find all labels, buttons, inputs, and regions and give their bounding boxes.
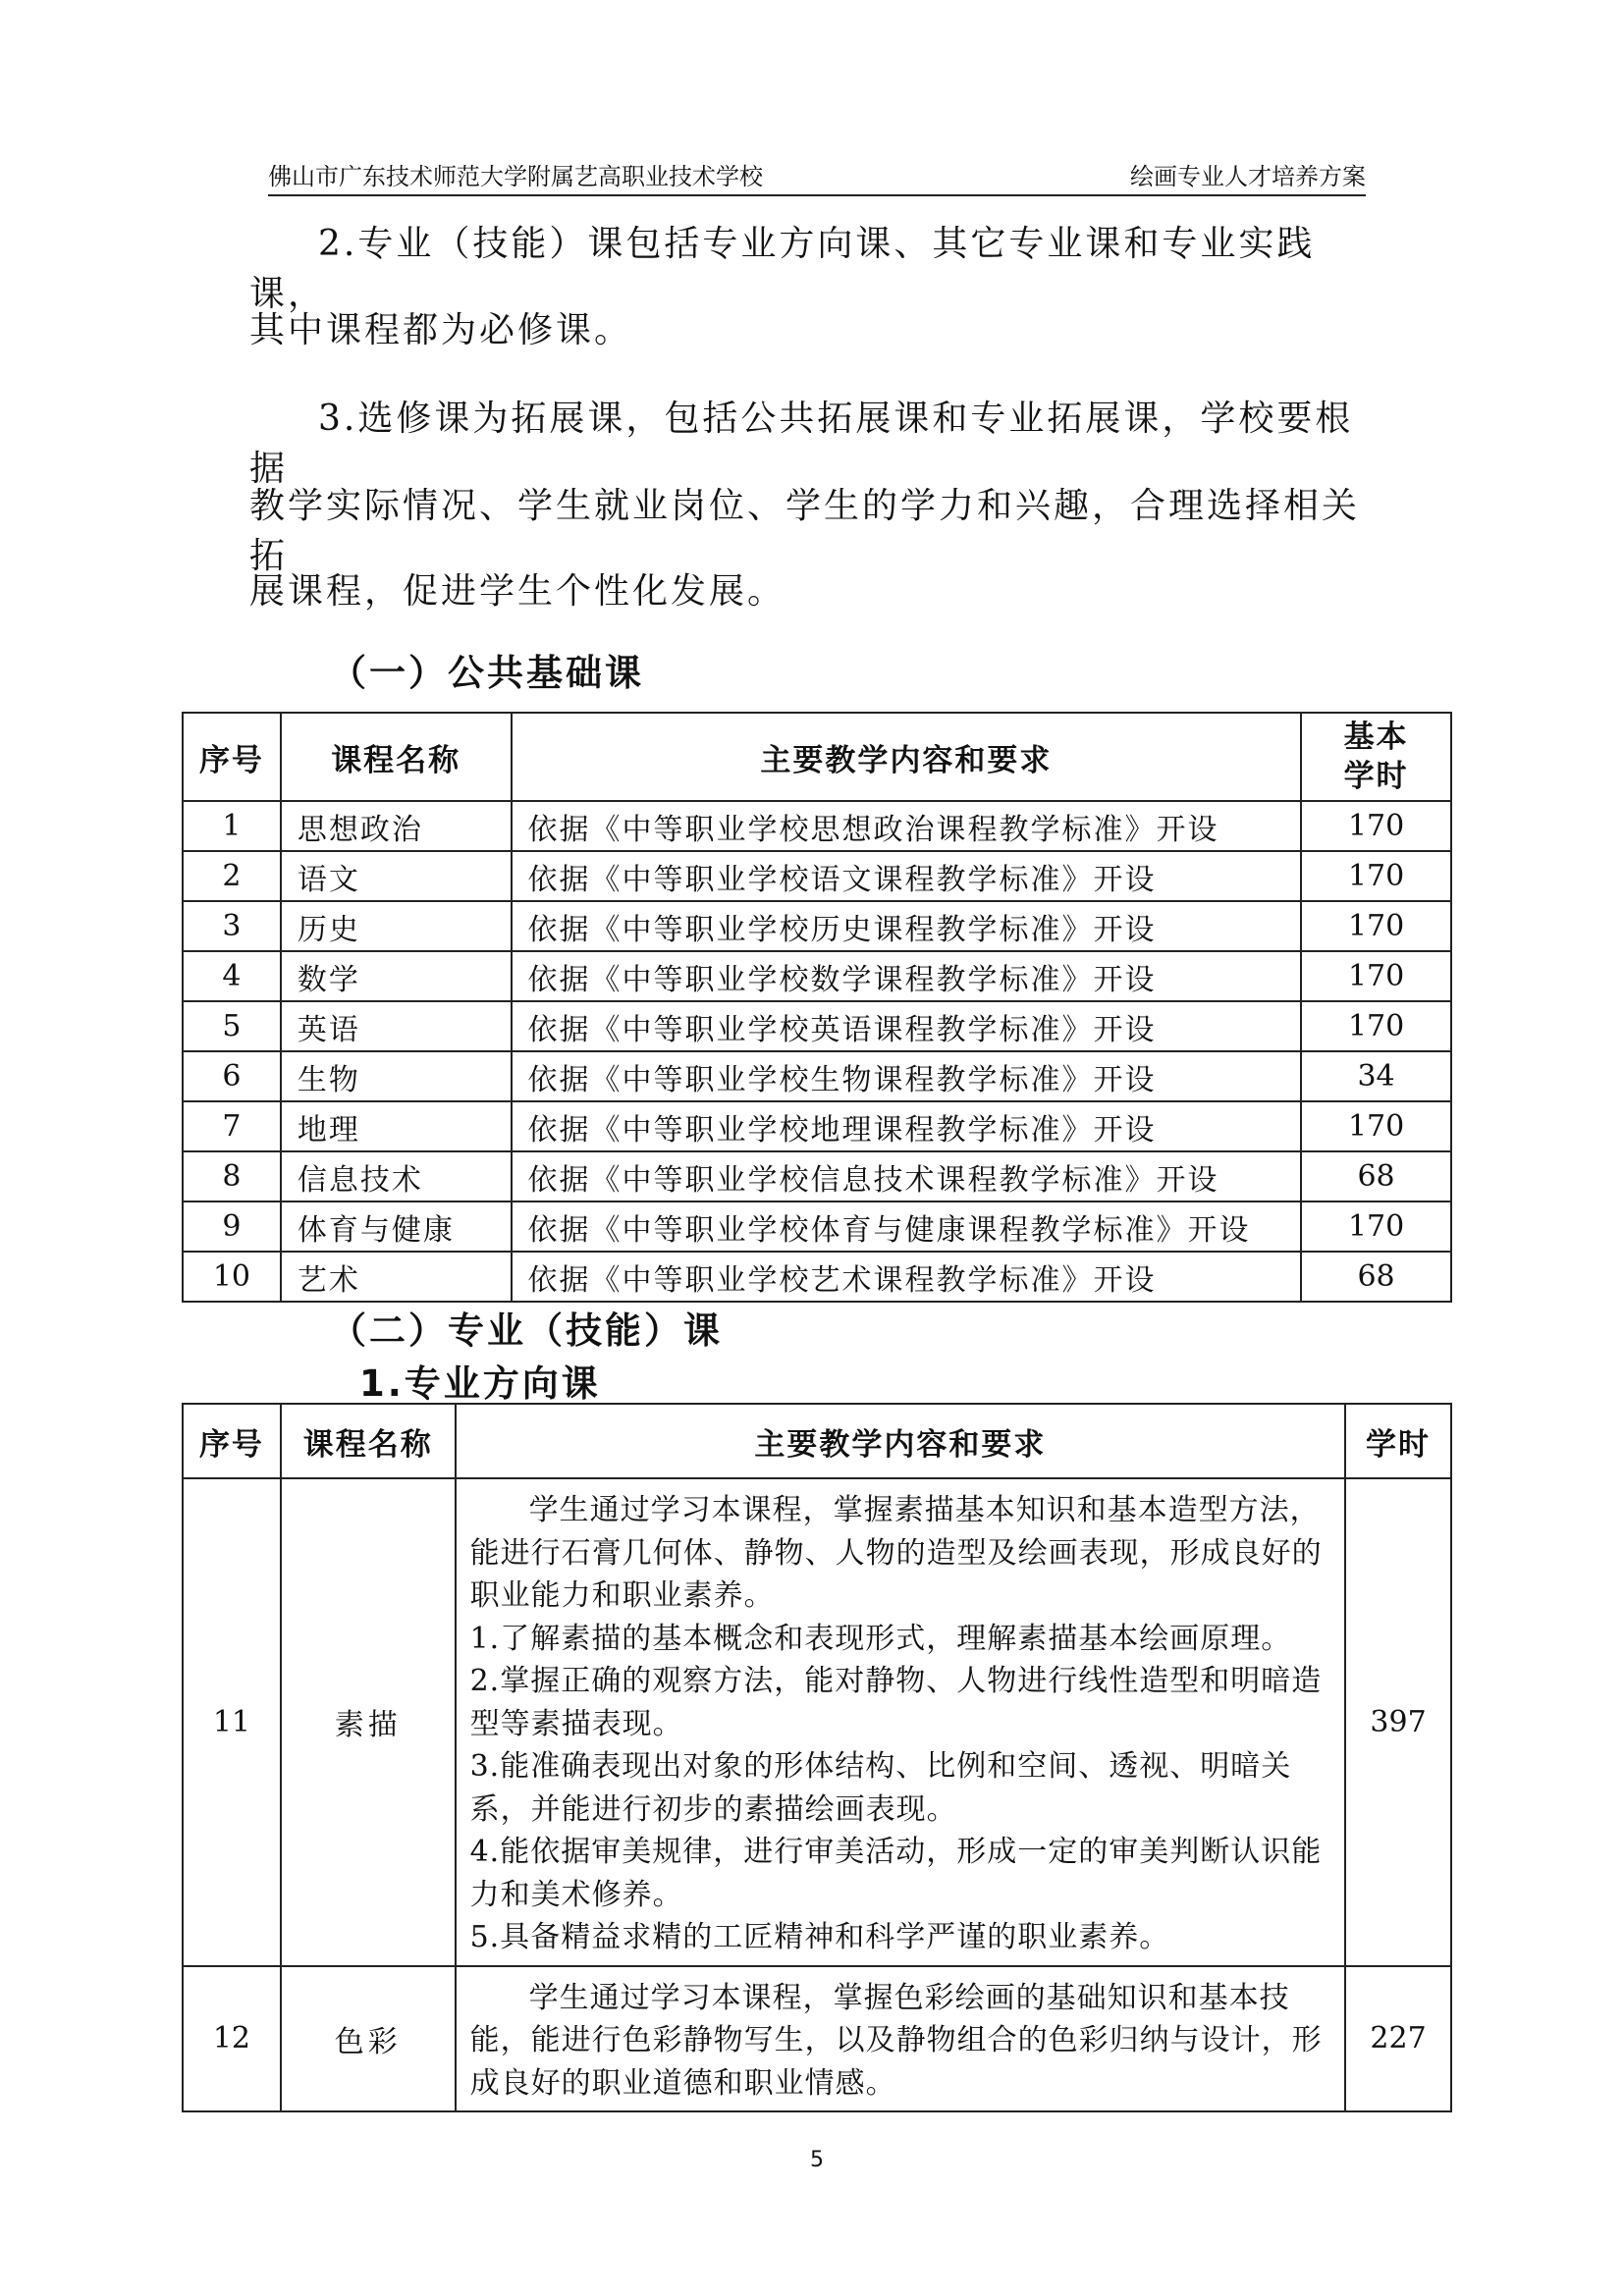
row-content: 依据《中等职业学校生物课程教学标准》开设 [512,1051,1302,1101]
row-content: 依据《中等职业学校语文课程教学标准》开设 [512,851,1302,901]
row-content: 依据《中等职业学校历史课程教学标准》开设 [512,901,1302,951]
page-number: 5 [810,2148,824,2172]
row-hours: 170 [1301,1001,1451,1051]
row-content [456,1478,1345,1966]
row-no: 12 [183,1966,281,2112]
table-row [183,1201,1451,1252]
content-item: 2.掌握正确的观察方法，能对静物、人物进行线性造型和明暗造型等素描表现。 [469,1664,1323,1741]
row-hours: 170 [1301,901,1451,951]
row-content [456,1966,1345,2112]
paragraph-line: 2.专业（技能）课包括专业方向课、其它专业课和专业实践课， [249,224,1316,314]
row-hours: 227 [1345,1966,1451,2112]
table-row [183,1151,1451,1201]
row-no: 7 [183,1101,281,1151]
row-no: 4 [183,951,281,1001]
table-row [183,901,1451,951]
table-row [183,851,1451,901]
row-name: 艺术 [281,1252,512,1302]
row-hours: 170 [1301,951,1451,1001]
row-hours: 170 [1301,851,1451,901]
row-name: 语文 [281,851,512,901]
header-hours-line2: 学时 [1343,759,1409,794]
page-header [268,163,1366,196]
table-row [183,951,1451,1001]
header-no: 序号 [183,1404,281,1478]
table-row [183,1966,1451,2112]
table-row [183,1051,1451,1101]
public-courses-table [182,712,1452,1303]
row-content: 依据《中等职业学校体育与健康课程教学标准》开设 [512,1201,1302,1252]
paragraph-line: 3.选修课为拓展课，包括公共拓展课和专业拓展课，学校要根据 [249,399,1354,489]
header-hours-line1: 基本 [1343,720,1409,755]
row-name: 思想政治 [281,801,512,851]
header-hours [1301,713,1451,801]
row-no: 10 [183,1252,281,1302]
row-name: 历史 [281,901,512,951]
row-no: 3 [183,901,281,951]
content-item: 1.了解素描的基本概念和表现形式，理解素描基本绘画原理。 [469,1621,1292,1656]
row-content: 依据《中等职业学校数学课程教学标准》开设 [512,951,1302,1001]
paragraph-line: 教学实际情况、学生就业岗位、学生的学力和兴趣，合理选择相关拓 [249,486,1361,576]
row-name: 英语 [281,1001,512,1051]
header-content: 主要教学内容和要求 [512,713,1302,801]
table-row [183,1001,1451,1051]
row-hours: 170 [1301,801,1451,851]
paragraph-line: 其中课程都为必修课。 [249,310,633,350]
row-no: 9 [183,1201,281,1252]
content-paragraph: 学生通过学习本课程，掌握色彩绘画的基础知识和基本技能，能进行色彩静物写生，以及静物组合的色彩归纳与设计，形成良好的职业道德和职业情感。 [469,1980,1323,2101]
paragraph-line: 展课程，促进学生个性化发展。 [249,571,786,612]
row-name: 色彩 [281,1966,456,2112]
header-document-title: 绘画专业人才培养方案 [1130,163,1366,190]
row-name: 体育与健康 [281,1201,512,1252]
row-hours: 397 [1345,1478,1451,1966]
header-content: 主要教学内容和要求 [456,1404,1345,1478]
row-hours: 170 [1301,1201,1451,1252]
row-content: 依据《中等职业学校英语课程教学标准》开设 [512,1001,1302,1051]
row-name: 信息技术 [281,1151,512,1201]
table-header-row [183,713,1451,801]
header-hours: 学时 [1345,1404,1451,1478]
content-item: 4.能依据审美规律，进行审美活动，形成一定的审美判断认识能力和美术修养。 [469,1835,1323,1912]
row-hours: 68 [1301,1151,1451,1201]
direction-courses-table [182,1403,1452,2112]
row-name: 地理 [281,1101,512,1151]
row-content: 依据《中等职业学校思想政治课程教学标准》开设 [512,801,1302,851]
table-row [183,1101,1451,1151]
content-item: 5.具备精益求精的工匠精神和科学严谨的职业素养。 [469,1920,1170,1954]
row-no: 1 [183,801,281,851]
row-hours: 170 [1301,1101,1451,1151]
row-content: 依据《中等职业学校信息技术课程教学标准》开设 [512,1151,1302,1201]
row-name: 素描 [281,1478,456,1966]
subsection-heading-direction-courses: 1.专业方向课 [359,1362,601,1405]
content-item: 3.能准确表现出对象的形体结构、比例和空间、透视、明暗关系，并能进行初步的素描绘画表现。 [469,1749,1292,1827]
section-heading-public-courses: （一）公共基础课 [330,652,644,694]
row-hours: 34 [1301,1051,1451,1101]
table-row [183,1252,1451,1302]
row-content: 依据《中等职业学校艺术课程教学标准》开设 [512,1252,1302,1302]
section-heading-professional-courses: （二）专业（技能）课 [330,1309,723,1352]
header-name: 课程名称 [281,713,512,801]
header-no: 序号 [183,713,281,801]
row-no: 8 [183,1151,281,1201]
header-name: 课程名称 [281,1404,456,1478]
row-no: 11 [183,1478,281,1966]
table-row [183,801,1451,851]
row-no: 2 [183,851,281,901]
table-header-row [183,1404,1451,1478]
row-content: 依据《中等职业学校地理课程教学标准》开设 [512,1101,1302,1151]
row-name: 数学 [281,951,512,1001]
row-hours: 68 [1301,1252,1451,1302]
row-no: 6 [183,1051,281,1101]
content-paragraph: 学生通过学习本课程，掌握素描基本知识和基本造型方法，能进行石膏几何体、静物、人物的造型及绘画表现，形成良好的职业能力和职业素养。 [469,1493,1323,1613]
row-name: 生物 [281,1051,512,1101]
table-row [183,1478,1451,1966]
header-school-name: 佛山市广东技术师范大学附属艺高职业技术学校 [268,163,763,190]
row-no: 5 [183,1001,281,1051]
